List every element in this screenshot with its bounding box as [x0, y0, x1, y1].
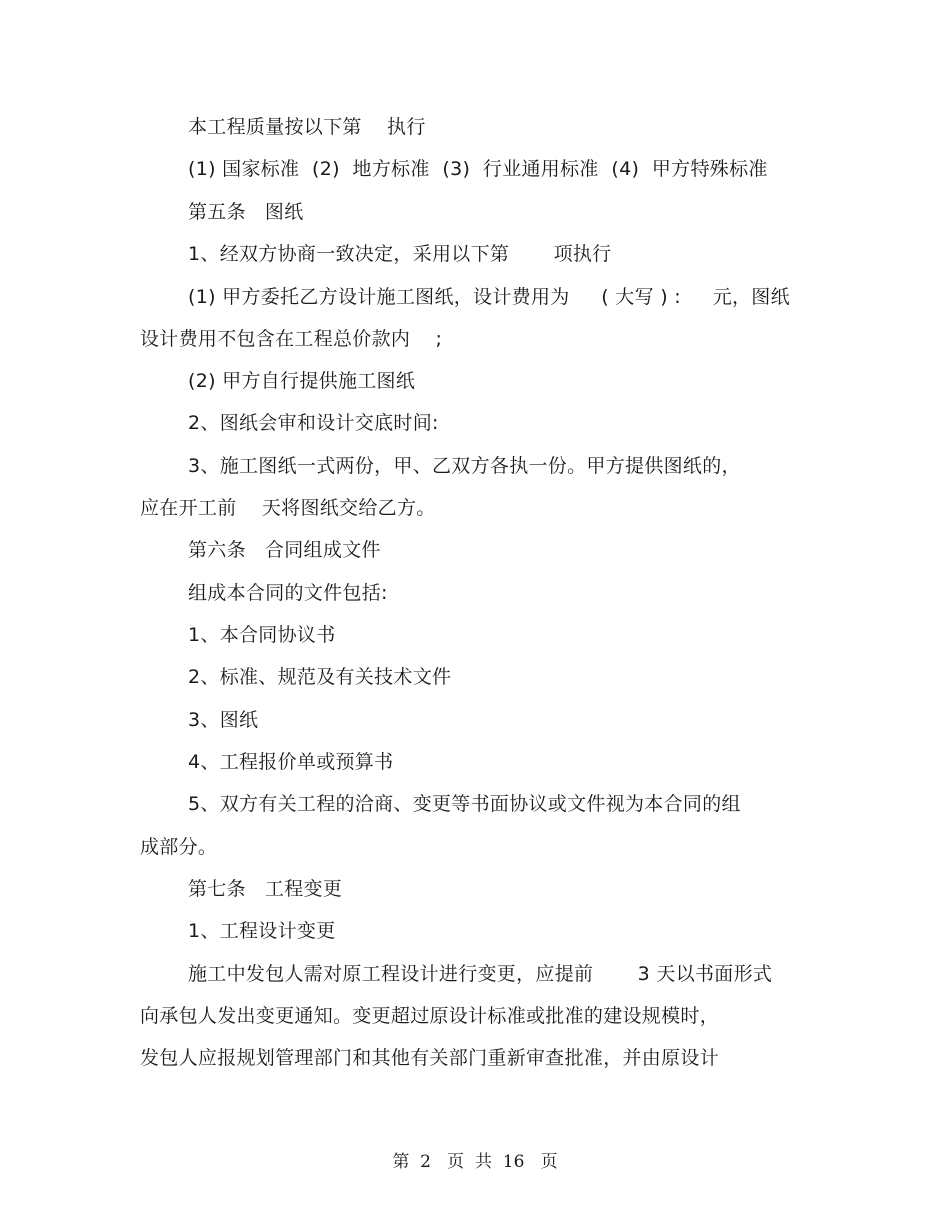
page-number-footer: 第 2 页 共 16 页 — [392, 1152, 558, 1172]
text-line-design-fee: (1) 甲方委托乙方设计施工图纸，设计费用为 ( 大写 ) : 元，图纸 — [188, 286, 790, 308]
text-line-change-notice-cont: 向承包人发出变更通知。变更超过原设计标准或批准的建设规模时， — [140, 1005, 720, 1027]
text-line-drawing-review: 2、图纸会审和设计交底时间: — [188, 412, 439, 434]
text-line-design-fee-cont: 设计费用不包含在工程总价款内 ; — [140, 328, 443, 350]
list-item-negotiations-cont: 成部分。 — [140, 836, 218, 858]
text-line-quality-standard: 本工程质量按以下第 执行 — [188, 116, 426, 138]
list-item-agreement: 1、本合同协议书 — [188, 624, 336, 646]
list-item-drawings: 3、图纸 — [188, 709, 259, 731]
list-item-quotation: 4、工程报价单或预算书 — [188, 751, 394, 773]
list-item-negotiations: 5、双方有关工程的洽商、变更等书面协议或文件视为本合同的组 — [188, 793, 741, 815]
text-line-design-change: 1、工程设计变更 — [188, 920, 336, 942]
section-heading-article-5: 第五条 图纸 — [188, 201, 304, 223]
text-line-approval: 发包人应报规划管理部门和其他有关部门重新审查批准，并由原设计 — [140, 1047, 720, 1069]
section-heading-article-6: 第六条 合同组成文件 — [188, 539, 381, 561]
text-line-contract-docs: 组成本合同的文件包括: — [188, 582, 388, 604]
text-line-self-provided: (2) 甲方自行提供施工图纸 — [188, 370, 416, 392]
text-line-standard-options: (1) 国家标准 (2) 地方标准 (3) 行业通用标准 (4) 甲方特殊标准 — [188, 158, 768, 180]
text-line-drawings-1: 1、经双方协商一致决定，采用以下第 项执行 — [188, 243, 612, 265]
section-heading-article-7: 第七条 工程变更 — [188, 878, 343, 900]
text-line-drawing-copies-cont: 应在开工前 天将图纸交给乙方。 — [140, 497, 436, 519]
list-item-standards: 2、标准、规范及有关技术文件 — [188, 666, 452, 688]
text-line-change-notice: 施工中发包人需对原工程设计进行变更，应提前 3 天以书面形式 — [188, 963, 773, 985]
text-line-drawing-copies: 3、施工图纸一式两份，甲、乙双方各执一份。甲方提供图纸的， — [188, 455, 741, 477]
